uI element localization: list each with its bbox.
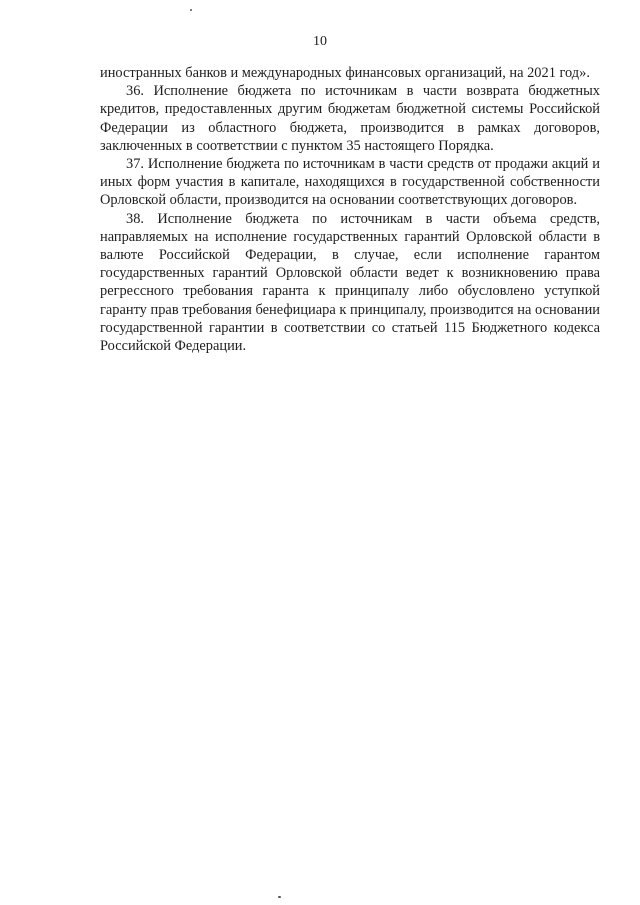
- paragraph-36: 36. Исполнение бюджета по источникам в части возврата бюджетных кредитов, предоставленных другим бюджетам бюджетной системы Российской Федерации из областного бюджета, производится в рамках договоров, заключенных в соответствии с пунктом 35 настоящего Порядка.: [100, 83, 600, 154]
- paragraph-continuation: иностранных банков и международных финансовых организаций, на 2021 год».: [100, 65, 590, 81]
- paragraph-38: 38. Исполнение бюджета по источникам в части объема средств, направляемых на исполнение государственных гарантий Орловской области в валюте Российской Федерации, в случае, если исполнение гарантом государственных гарантий Орловской области ведет к возникновению права регрессного требования гаранта к принципалу либо обусловлено уступкой гаранту прав требования бенефициара к принципалу, производится на основании государственной гарантии в соответствии со статьей 115 Бюджетного кодекса Российской Федерации.: [100, 210, 600, 355]
- paragraph-37: 37. Исполнение бюджета по источникам в части средств от продажи акций и иных форм участия в капитале, находящихся в государственной собственности Орловской области, производится на основании соответствующих договоров.: [100, 156, 600, 209]
- scan-speck: [190, 9, 192, 11]
- document-body: [100, 64, 600, 355]
- scan-speck: [278, 896, 281, 898]
- page-number: 10: [313, 34, 327, 49]
